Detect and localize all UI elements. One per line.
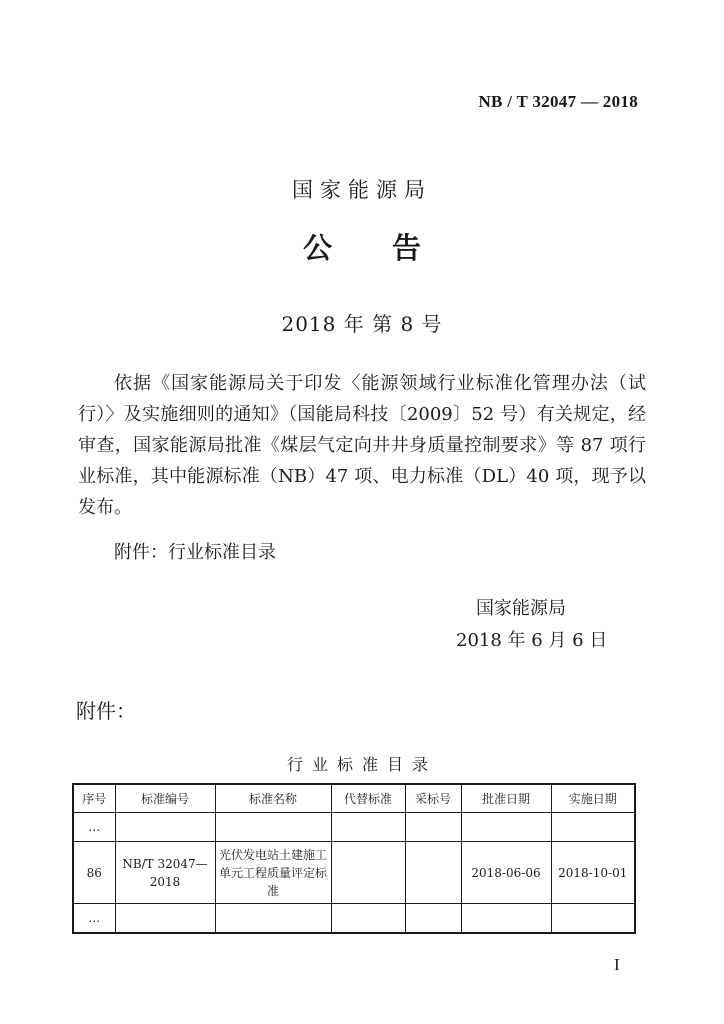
standard-code: NB / T 32047 — 2018 [478,92,638,111]
header-standard-no: 标准编号 [115,784,215,813]
table-cell [461,813,551,842]
table-cell [405,904,461,934]
table-cell: NB/T 32047—2018 [115,842,215,904]
table-cell: 86 [73,842,115,904]
header-adopted-no: 采标号 [405,784,461,813]
table-cell: 2018-06-06 [461,842,551,904]
signature-org: 国家能源局 [476,598,566,619]
table-cell: 光伏发电站土建施工单元工程质量评定标准 [215,842,331,904]
catalog-title: 行业标准目录 [286,755,437,774]
table-cell [551,904,635,934]
table-cell: … [73,813,115,842]
issuer-title: 国家能源局 [292,178,432,202]
table-cell [331,904,405,934]
table-row [73,904,635,934]
table-cell [215,904,331,934]
table-cell: … [73,904,115,934]
table-cell [115,904,215,934]
page-number: I [614,955,620,974]
notice-body: 依据《国家能源局关于印发〈能源领域行业标准化管理办法（试行）〉及实施细则的通知》（国能局科技〔2009〕52 号）有关规定，经审查，国家能源局批准《煤层气定向井井身质量控制要求》等 87 项行业标准，其中能源标准（NB）47 项、电力标准（DL）40 项，现予以发布。 [78,373,646,518]
attachment-heading: 附件： [76,699,136,723]
table-header-row [73,784,635,813]
header-standard-name: 标准名称 [215,784,331,813]
notice-title: 公告 [302,231,481,265]
table-cell [405,842,461,904]
header-seq: 序号 [73,784,115,813]
header-replaced-standard: 代替标准 [331,784,405,813]
header-approval-date: 批准日期 [461,784,551,813]
table-cell [461,904,551,934]
attachment-reference: 附件：行业标准目录 [114,542,276,563]
notice-number: 2018 年 第 8 号 [281,312,443,336]
table-cell [115,813,215,842]
table-cell: 2018-10-01 [551,842,635,904]
standards-catalog-table [72,783,636,934]
table-cell [215,813,331,842]
signature-date: 2018 年 6 月 6 日 [456,630,608,651]
table-cell [405,813,461,842]
table-cell [331,813,405,842]
table-row [73,842,635,904]
table-cell [331,842,405,904]
table-cell [551,813,635,842]
table-row [73,813,635,842]
header-effective-date: 实施日期 [551,784,635,813]
